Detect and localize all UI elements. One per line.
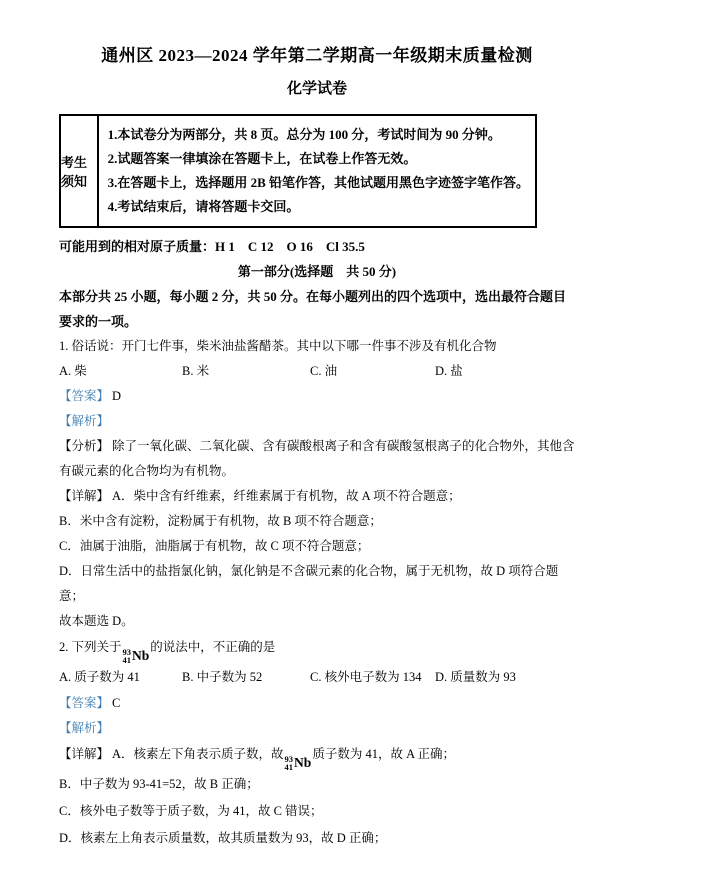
isotope-symbol: Nb: [294, 755, 312, 770]
isotope-atomic-number: 41: [122, 655, 132, 665]
q1-fenxi: [59, 434, 575, 484]
q1-option-b: B. 米: [182, 364, 210, 378]
document-body: [59, 234, 575, 852]
notice-item-1: 1.本试卷分为两部分，共 8 页。总分为 100 分，考试时间为 90 分钟。: [107, 127, 501, 142]
q2-analysis-line: [59, 716, 575, 741]
isotope-atomic-number: 41: [284, 762, 294, 772]
q1-answer-line: [59, 384, 575, 409]
answer-tag: 【答案】: [59, 389, 110, 403]
q2-option-a: A. 质子数为 41: [59, 670, 140, 684]
q1-xiangjie-c: C．油属于油脂，油脂属于有机物，故 C 项不符合题意；: [59, 539, 370, 553]
q2-xiangjie-a: [59, 741, 575, 771]
q1-option-a: A. 柴: [59, 364, 87, 378]
section-title: 第一部分(选择题 共 50 分): [237, 264, 397, 279]
q1-option-d: D. 盐: [435, 364, 463, 378]
fenxi-tag: 【分析】: [59, 439, 110, 453]
q2-xiangjie-b: B．中子数为 93-41=52，故 B 正确；: [59, 777, 259, 791]
analysis-tag: 【解析】: [59, 414, 110, 428]
isotope-notation: [285, 755, 312, 771]
isotope-mass-number: 93: [122, 647, 132, 657]
notice-item-4: 4.考试结束后，请将答题卡交回。: [107, 199, 300, 214]
q1-answer-value: D: [112, 389, 122, 403]
q2-answer-line: [59, 691, 575, 716]
q1-xiangjie-a: [59, 484, 575, 509]
q1-fenxi-text: 除了一氧化碳、二氧化碳、含有碳酸根离子和含有碳酸氢根离子的化合物外，其他含有碳元素的化合物均为有机物。: [59, 439, 575, 478]
answer-tag: 【答案】: [59, 696, 110, 710]
isotope-mass-number: 93: [284, 754, 294, 764]
analysis-tag: 【解析】: [59, 721, 110, 735]
q2-xiangjie-a-suffix: 质子数为 41，故 A 正确；: [312, 747, 456, 761]
isotope-numbers: [285, 755, 294, 771]
isotope-symbol: Nb: [132, 648, 150, 663]
q2-options: [59, 664, 575, 691]
section-intro: 本部分共 25 小题，每小题 2 分，共 50 分。在每小题列出的四个选项中，选出最符合题目要求的一项。: [59, 289, 567, 329]
q2-stem-suffix: 的说法中，不正确的是: [150, 640, 276, 654]
q1-analysis-line: [59, 409, 575, 434]
q1-xiangjie-b: B．米中含有淀粉，淀粉属于有机物，故 B 项不符合题意；: [59, 514, 382, 528]
notice-item-3: 3.在答题卡上，选择题用 2B 铅笔作答，其他试题用黑色字迹签字笔作答。: [107, 175, 529, 190]
q2-xiangjie-c: C．核外电子数等于质子数，为 41，故 C 错误；: [59, 804, 323, 818]
q1-xiangjie-d: D．日常生活中的盐指氯化钠，氯化钠是不含碳元素的化合物，属于无机物，故 D 项符合题意；: [59, 564, 559, 603]
atomic-mass-line: 可能用到的相对原子质量：H 1 C 12 O 16 Cl 35.5: [59, 239, 365, 254]
q2-stem: [59, 634, 575, 664]
xiangjie-tag: 【详解】: [59, 489, 110, 503]
notice-table: [59, 114, 537, 228]
q2-option-d: D. 质量数为 93: [435, 670, 516, 684]
q2-xiangjie-a-prefix: A．核素左下角表示质子数，故: [112, 747, 284, 761]
q2-answer-value: C: [112, 696, 121, 710]
notice-item-2: 2.试题答案一律填涂在答题卡上，在试卷上作答无效。: [107, 151, 417, 166]
isotope-numbers: [123, 648, 132, 664]
q1-options: [59, 359, 575, 384]
q1-option-c: C. 油: [310, 364, 338, 378]
q2-xiangjie-d: D．核素左上角表示质量数，故其质量数为 93，故 D 正确；: [59, 831, 387, 845]
notice-items-cell: [99, 116, 535, 226]
q1-stem: 1. 俗话说：开门七件事，柴米油盐酱醋茶。其中以下哪一件事不涉及有机化合物: [59, 339, 497, 353]
q1-xiangjie-a-text: A．柴中含有纤维素，纤维素属于有机物，故 A 项不符合题意；: [112, 489, 461, 503]
q2-option-c: C. 核外电子数为 134: [310, 670, 422, 684]
page-subtitle: 化学试卷: [286, 81, 347, 97]
xiangjie-tag: 【详解】: [59, 747, 110, 761]
q1-conclusion: 故本题选 D。: [59, 614, 134, 628]
q2-stem-prefix: 2. 下列关于: [59, 640, 122, 654]
isotope-notation: [123, 648, 150, 664]
q2-option-b: B. 中子数为 52: [182, 670, 263, 684]
page-title: 通州区 2023—2024 学年第二学期高一年级期末质量检测: [101, 46, 533, 65]
notice-label-cell: 考生须知: [61, 116, 99, 226]
